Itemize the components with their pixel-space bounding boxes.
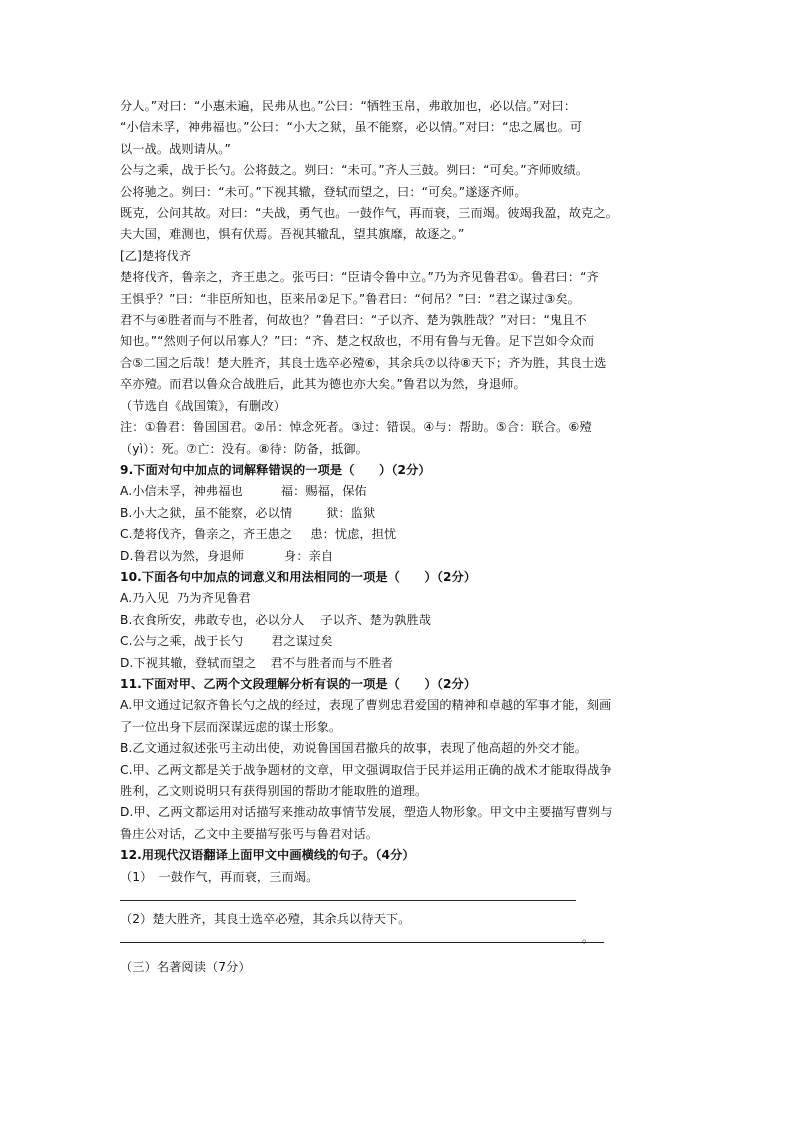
passage-yi-title: [乙]楚将伐齐 bbox=[120, 248, 192, 263]
answer-line-2[interactable] bbox=[120, 930, 680, 951]
question-9 bbox=[120, 460, 680, 567]
option-row bbox=[120, 610, 680, 631]
passage-line: “小信未孚，神弗福也。”公曰：“小大之狱，虽不能察，必以情。”对曰：“忠之属也。可 bbox=[120, 120, 583, 135]
question-12 bbox=[120, 845, 680, 951]
option-sentence: B.小大之狱，虽不能察，必以情 bbox=[120, 505, 293, 520]
option-sentence: A.小信未孚，神弗福也 bbox=[120, 484, 243, 499]
option-line: 胜利，乙文则说明只有获得别国的帮助才能取胜的道理。 bbox=[120, 784, 428, 798]
option-explanation: 福：赐福，保佑 bbox=[280, 484, 367, 499]
question-stem: 12.用现代汉语翻译上面甲文中画横线的句子。（4分） bbox=[120, 848, 415, 863]
option-sentence: C.公与之乘，战于长勺 bbox=[120, 634, 244, 649]
passage-line: 分人。”对曰：“小惠未遍，民弗从也。”公曰：“牺牲玉帛，弗敢加也，必以信。”对曰： bbox=[120, 99, 577, 113]
option-line: D.甲、乙两文都运用对话描写来推动故事情节发展，塑造人物形象。甲文中主要描写曹刿与 bbox=[120, 805, 613, 820]
option-sentence: D.鲁君以为然，身退师 bbox=[120, 548, 245, 563]
passage-line: 卒亦殪。而君以鲁众合战胜后，此其为德也亦大矣。”鲁君以为然，身退师。 bbox=[120, 377, 526, 392]
option-row bbox=[120, 631, 680, 652]
document-page bbox=[120, 96, 680, 979]
answer-line-1[interactable] bbox=[120, 888, 680, 909]
option-line: 鲁庄公对话，乙文中主要描写张丐与鲁君对话。 bbox=[120, 826, 379, 841]
option-line: C.甲、乙两文都是关于战争题材的文章，甲文强调取信于民并运用正确的战术才能取得战争 bbox=[120, 762, 612, 777]
annotations bbox=[120, 417, 680, 460]
annotation-line: （yì）：死。⑦亡：没有。⑧待：防备，抵御。 bbox=[120, 441, 368, 456]
passage-line: 知也。”“然则子何以吊寡人？”曰：“齐、楚之权敌也，不用有鲁与无鲁。足下岂如令众而 bbox=[120, 334, 595, 349]
passage-line: 王惧乎？”曰：“非臣所知也，臣来吊②足下。”鲁君曰：“何吊？”曰：“君之谋过③矣。 bbox=[120, 291, 580, 306]
passage-yi bbox=[120, 267, 680, 395]
translation-sentence-1: （1） 一鼓作气，再而衰，三而竭。 bbox=[120, 869, 319, 884]
question-stem: 10.下面各句中加点的词意义和用法相同的一项是（ ）（2分） bbox=[120, 569, 477, 584]
option-sentence: D.下视其辙，登轼而望之 bbox=[120, 655, 257, 670]
option-row bbox=[120, 524, 680, 545]
option-row bbox=[120, 653, 680, 674]
passage-line: 夫大国，难测也，惧有伏焉。吾视其辙乱，望其旗靡，故逐之。” bbox=[120, 227, 465, 242]
option-compare: 乃为齐见鲁君 bbox=[177, 591, 251, 606]
option-explanation: 患：忧虑，担忧 bbox=[310, 527, 397, 542]
option-compare: 君之谋过矣 bbox=[271, 634, 333, 649]
option-line: B.乙文通过叙述张丐主动出使，劝说鲁国国君撤兵的故事，表现了他高超的外交才能。 bbox=[120, 741, 588, 756]
option-sentence: B.衣食所安，弗敢专也，必以分人 bbox=[120, 612, 305, 627]
option-row bbox=[120, 481, 680, 502]
passage-line: 君不与④胜者而与不胜者，何故也？”鲁君曰：“子以齐、楚为孰胜哉？”对曰：“鬼且不 bbox=[120, 313, 587, 328]
option-row bbox=[120, 503, 680, 524]
question-10 bbox=[120, 567, 680, 674]
passage-line: 既克，公问其故。对曰：“夫战，勇气也。一鼓作气，再而衰，三而竭。彼竭我盈，故克之。 bbox=[120, 206, 618, 221]
passage-line: 以一战。战则请从。” bbox=[120, 141, 231, 156]
question-stem: 9.下面对句中加点的词解释错误的一项是（ ）（2分） bbox=[120, 462, 431, 477]
passage-line: 楚将伐齐，鲁亲之，齐王患之。张丐曰：“臣请令鲁中立。”乃为齐见鲁君①。鲁君曰：“齐 bbox=[120, 270, 599, 285]
option-line: A.甲文通过记叙齐鲁长勺之战的经过，表现了曹刿忠君爱国的精神和卓越的军事才能，刻画 bbox=[120, 698, 612, 713]
option-sentence: A.乃入见 bbox=[120, 591, 170, 606]
passage-line: 公与之乘，战于长勺。公将鼓之。刿曰：“未可。”齐人三鼓。刿曰：“可矣。”齐师败绩。 bbox=[120, 163, 589, 178]
option-line: 了一位出身下层而深谋远虑的谋士形象。 bbox=[120, 719, 342, 734]
source-note: （节选自《战国策》，有删改） bbox=[120, 398, 286, 413]
option-row bbox=[120, 588, 680, 609]
option-explanation: 身：亲自 bbox=[284, 548, 334, 563]
annotation-line: 注：①鲁君：鲁国国君。②吊：悼念死者。③过：错误。④与：帮助。⑤合：联合。⑥殪 bbox=[120, 420, 592, 435]
passage-jia bbox=[120, 96, 680, 246]
option-sentence: C.楚将伐齐，鲁亲之，齐王患之 bbox=[120, 527, 293, 542]
option-compare: 君不与胜者而与不胜者 bbox=[270, 655, 394, 670]
question-11 bbox=[120, 674, 680, 845]
translation-sentence-2: （2）楚大胜齐，其良士选卒必殪，其余兵以待天下。 bbox=[120, 912, 411, 927]
option-explanation: 狱：监狱 bbox=[326, 505, 376, 520]
passage-line: 合⑤二国之后哉！楚大胜齐，其良士选卒必殪⑥，其余兵⑦以待⑧天下；齐为胜，其良士选 bbox=[120, 355, 607, 370]
passage-line: 公将驰之。刿曰：“未可。”下视其辙，登轼而望之，曰：“可矣。”遂逐齐师。 bbox=[120, 184, 527, 199]
answer-end-mark: 。 bbox=[582, 931, 595, 946]
section-heading: （三）名著阅读（7分） bbox=[120, 960, 251, 975]
option-compare: 子以齐、楚为孰胜哉 bbox=[320, 612, 432, 627]
question-stem: 11.下面对甲、乙两个文段理解分析有误的一项是（ ）（2分） bbox=[120, 676, 477, 691]
option-row bbox=[120, 546, 680, 567]
